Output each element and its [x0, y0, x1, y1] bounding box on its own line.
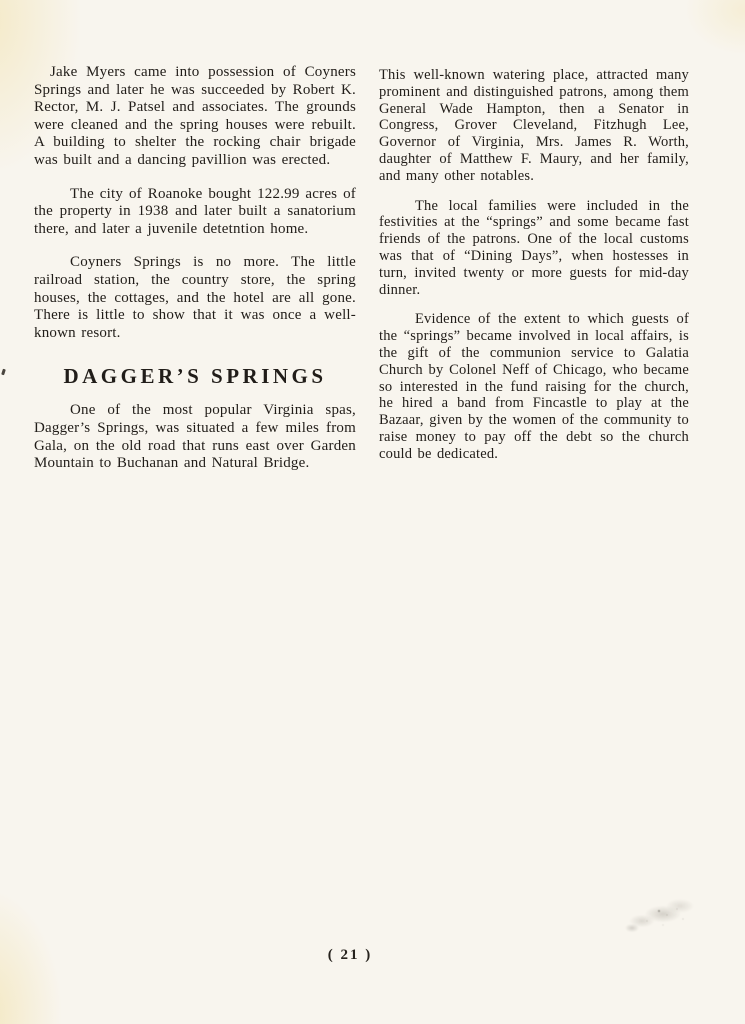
- section-heading-daggers-springs: DAGGER’S SPRINGS: [63, 364, 327, 389]
- page-number: ( 21 ): [327, 947, 373, 963]
- paragraph-daggers-springs-intro: One of the most popular Virginia spas, Dagger’s Springs, was situated a few miles from Gala, on the old road that runs east over Garden Mountain to Buchanan and Natural Bridge.: [34, 402, 356, 472]
- paragraph-coyners-no-more: Coyners Springs is no more. The little railroad station, the country store, the spring houses, the cottages, and the hotel are all gone. There is little to show that it was once a well-known resort.: [34, 254, 356, 341]
- paragraph-evidence-galatia-church: Evidence of the extent to which guests of the “springs” became involved in local affairs, is the gift of the communion service to Galatia Church by Colonel Neff of Chicago, who became so interested in the fund raising for the church, he hired a band from Fincastle to play at the Bazaar, given by the women of the community to raise money to pay off the debt so the church could be dedicated.: [379, 311, 689, 462]
- paragraph-watering-place: This well-known watering place, attracted many prominent and distinguished patrons, among them General Wade Hampton, then a Senator in Congress, Grover Cleveland, Fitzhugh Lee, Governor of Virginia, Mrs. James R. Worth, daughter of Matthew F. Maury, and her family, and many other notables.: [379, 67, 689, 184]
- page-content: [0, 0, 745, 489]
- left-column: [34, 64, 356, 489]
- paragraph-jake-myers: Jake Myers came into possession of Coyners Springs and later he was succeeded by Robert K. Rector, M. J. Patsel and associates. The grounds were cleaned and the spring houses were rebuilt. A building to shelter the rocking chair brigade was built and a dancing pavillion was erected.: [34, 64, 356, 168]
- page-footer: [295, 946, 405, 964]
- scan-smudge: [618, 888, 713, 936]
- paragraph-roanoke-purchase: The city of Roanoke bought 122.99 acres of the property in 1938 and later built a sanatorium there, and later a juvenile detetntion home.: [34, 185, 356, 237]
- paragraph-local-families: The local families were included in the festivities at the “springs” and some became fast friends of the patrons. One of the local customs was that of “Dining Days”, when hostesses in turn, invited twenty or more guests for mid-day dinner.: [379, 197, 689, 298]
- right-column: [379, 64, 689, 489]
